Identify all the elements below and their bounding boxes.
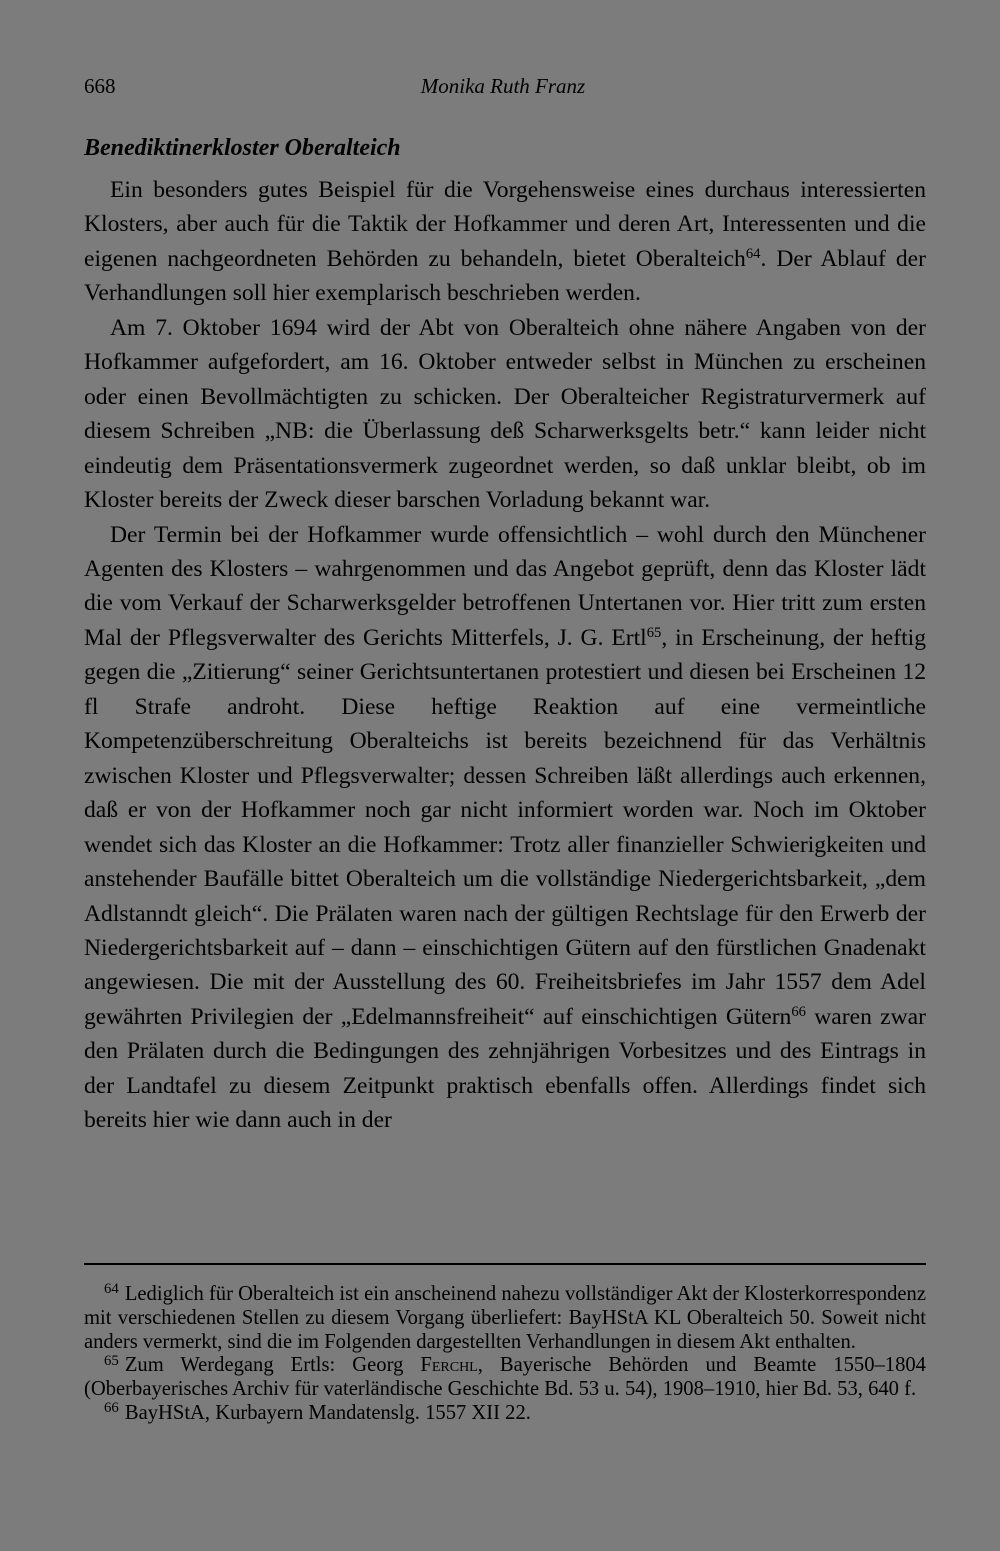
footnotes [84,1283,926,1426]
footnote-65: $^{65}$ Zum Werdegang Ertls: Georg Ferchl, Bayerische Behörden und Beamte 1550–1804 (Oberbayerisches Archiv für vaterländische Geschichte Bd. 53 u. 54), 1908–1910, hier Bd. 53, 640 f. [84,1352,926,1401]
paragraph-2: Am 7. Oktober 1694 wird der Abt von Oberalteich ohne nähere Angaben von der Hofkammer aufgefordert, am 16. Oktober entweder selbst in München zu erscheinen oder einen Bevollmächtigten zu schicken. Der Oberalteicher Registraturvermerk auf diesem Schreiben „NB: die Überlassung deß Scharwerksgelts betr.“ kann leider nicht eindeutig dem Präsentationsvermerk zugeordnet werden, so daß unklar bleibt, ob im Kloster bereits der Zweck dieser barschen Vorladung bekannt war. [84,314,926,514]
running-header [84,74,922,104]
footnote-ref-66[interactable]: 66 [791,1003,806,1020]
section-heading: Benediktinerkloster Oberalteich [84,135,401,161]
author-name: Ferchl [420,1354,478,1377]
footnote-number: 65 [104,1352,119,1369]
footnote-divider [84,1263,926,1265]
page-number: 668 [84,74,116,98]
footnote-64: $^{64}$ Lediglich für Oberalteich ist ein anscheinend nahezu vollständiger Akt der Klosterkorrespondenz mit verschiedenen Stellen zu diesem Vorgang überliefert: BayHStA KL Oberalteich 50. Soweit nicht anders vermerkt, sind die im Folgenden dargestellten Verhandlungen in diesem Akt enthalten. [84,1281,926,1353]
paragraph-3: Der Termin bei der Hofkammer wurde offensichtlich – wohl durch den Münchener Agenten des Klosters – wahrgenommen und das Angebot geprüft, denn das Kloster lädt die vom Verkauf der Scharwerksgelder betroffenen Untertanen vor. Hier tritt zum ersten Mal der Pflegsverwalter des Gerichts Mitterfels, J. G. Ertl$^{65}$, in Erscheinung, der heftig gegen die „Zitierung“ seiner Gerichtsuntertanen protestiert und diesen bei Erscheinen 12 fl Strafe androht. Diese heftige Reaktion auf eine vermeintliche Kompetenzüberschreitung Oberalteichs ist bereits bezeichnend für das Verhältnis zwischen Kloster und Pflegsverwalter; dessen Schreiben läßt allerdings auch erkennen, daß er von der Hofkammer noch gar nicht informiert worden war. Noch im Oktober wendet sich das Kloster an die Hofkammer: Trotz aller finanzieller Schwierigkeiten und anstehender Baufälle bittet Oberalteich um die vollständige Niedergerichtsbarkeit, „dem Adlstanndt gleich“. Die Prälaten waren nach der gültigen Rechtslage für den Erwerb der Niedergerichtsbarkeit auf – dann – einschichtigen Gütern auf den fürstlichen Gnadenakt angewiesen. Die mit der Ausstellung des 60. Freiheitsbriefes im Jahr 1557 dem Adel gewährten Privilegien der „Edelmannsfreiheit“ auf einschichtigen Gütern$^{66}$ waren zwar den Prälaten durch die Bedingungen des zehnjährigen Vorbesitzes und des Eintrags in der Landtafel zu diesem Zeitpunkt praktisch ebenfalls offen. Allerdings findet sich bereits hier wie dann auch in der [84,521,926,1134]
body-text [84,173,926,1138]
paragraph-1: Ein besonders gutes Beispiel für die Vorgehensweise eines durchaus interessierten Klosters, aber auch für die Taktik der Hofkammer und deren Art, Interessenten und die eigenen nachgeordneten Behörden zu behandeln, bietet Oberalteich$^{64}$. Der Ablauf der Verhandlungen soll hier exemplarisch beschrieben werden. [84,177,926,307]
footnote-number: 64 [104,1281,119,1298]
footnote-ref-65[interactable]: 65 [646,624,662,641]
footnote-ref-64[interactable]: 64 [745,245,761,262]
footnote-number: 66 [104,1400,119,1417]
running-header-author: Monika Ruth Franz [420,74,586,98]
footnote-66: $^{66}$ BayHStA, Kurbayern Mandatenslg. 1557 XII 22. [104,1400,531,1424]
